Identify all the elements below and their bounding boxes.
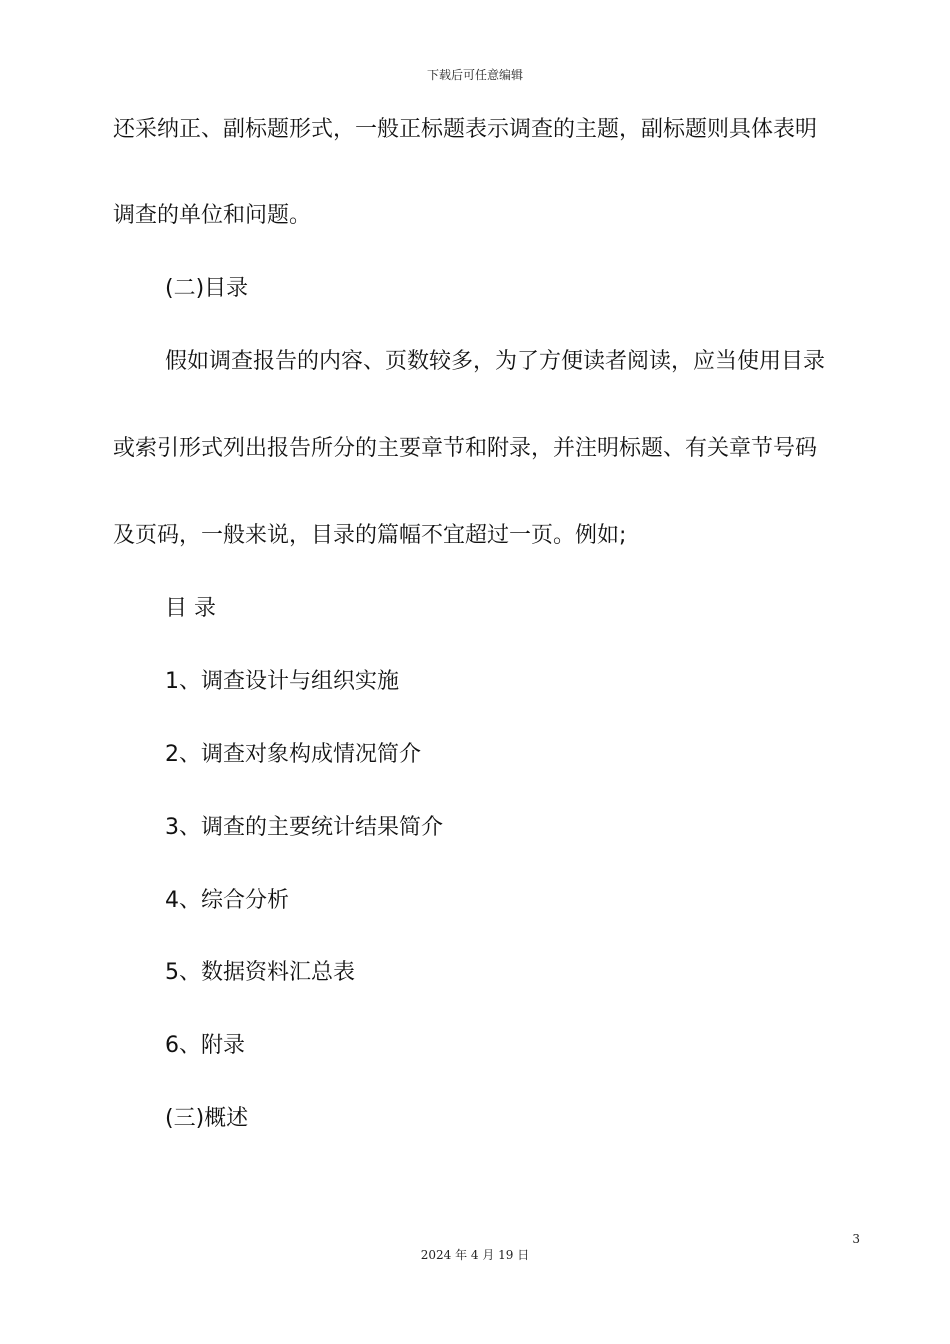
paragraph-line-3: 假如调查报告的内容、页数较多，为了方便读者阅读，应当使用目录 — [165, 349, 826, 374]
paragraph-line-5: 及页码，一般来说，目录的篇幅不宜超过一页。例如; — [113, 523, 627, 548]
page-header: 下载后可任意编辑 — [426, 68, 523, 82]
paragraph-line-1: 还采纳正、副标题形式，一般正标题表示调查的主题，副标题则具体表明 — [113, 117, 818, 142]
section-heading-overview: (三)概述 — [165, 1106, 249, 1131]
page-footer-date: 2024 年 4 月 19 日 — [420, 1248, 530, 1262]
toc-item-1: 1、调查设计与组织实施 — [165, 669, 399, 694]
paragraph-line-2: 调查的单位和问题。 — [113, 203, 312, 228]
toc-item-5: 5、数据资料汇总表 — [165, 960, 355, 985]
paragraph-line-4: 或索引形式列出报告所分的主要章节和附录，并注明标题、有关章节号码 — [113, 436, 818, 461]
section-heading-toc: (二)目录 — [165, 276, 249, 301]
page-number: 3 — [852, 1232, 860, 1246]
toc-item-4: 4、综合分析 — [165, 888, 289, 913]
toc-item-2: 2、调查对象构成情况简介 — [165, 742, 421, 767]
toc-item-6: 6、附录 — [165, 1033, 245, 1058]
toc-title: 目 录 — [165, 596, 216, 621]
toc-item-3: 3、调查的主要统计结果简介 — [165, 815, 443, 840]
